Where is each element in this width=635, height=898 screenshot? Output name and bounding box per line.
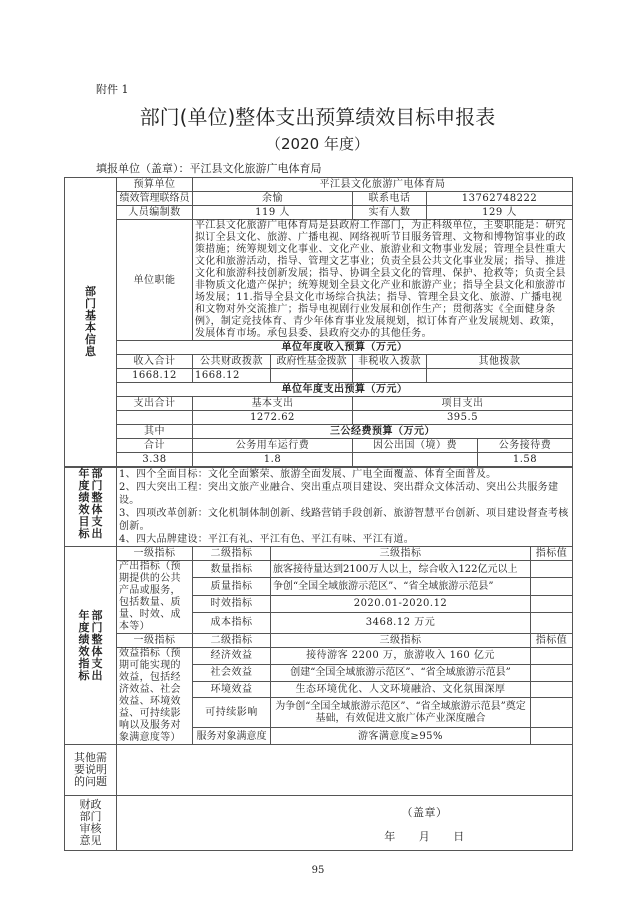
income-label: 非税收入拨款 xyxy=(353,355,427,369)
finance-review-content xyxy=(117,796,573,851)
header-level3: 三级指标 xyxy=(271,547,531,561)
expense-value xyxy=(117,411,193,425)
output-indicator-label: 产出指标（预期提供的公共产品或服务，包括数量、质量、时效、成本等） xyxy=(117,561,193,634)
income-value xyxy=(271,369,353,383)
finance-review-label: 财政部门审核意见 xyxy=(65,796,117,851)
goal-item: 2、四大突出工程：突出文旅产业融合、突出重点项目建设、突出群众文体活动、突出公共服务建设。 xyxy=(119,482,559,506)
three-public-value xyxy=(353,453,478,467)
effect-indicator-label: 效益指标（预期可能实现的效益，包括经济效益、社会效益、环境效益、可持续影响以及服务对象满意度等） xyxy=(117,648,193,745)
goal-item: 4、四大品牌建设：平江有礼、平江有色、平江有味、平江有道。 xyxy=(119,534,415,545)
level3-cell: 创建“全国全域旅游示范区”、“省全域旅游示范县” xyxy=(271,664,531,681)
goals-and-indicators xyxy=(64,467,573,851)
three-public-header: 三公经费预算（万元） xyxy=(193,425,573,439)
three-public-label: 因公出国（境）费 xyxy=(353,439,478,453)
other-issues-label: 其他需要说明的问题 xyxy=(65,745,117,796)
expense-label: 支出合计 xyxy=(117,397,193,411)
level3-cell: 2020.01-2020.12 xyxy=(271,595,531,612)
section-performance-indicators: 年度绩效指标部门整体支出 xyxy=(65,547,117,745)
goal-item: 3、四项改革创新：文化机制体制创新、线路营销手段创新、旅游智慧平台创新、项目建设督查考核创新。 xyxy=(119,508,569,532)
value-cell xyxy=(531,578,573,595)
value-cell xyxy=(531,561,573,578)
contact-label: 绩效管理联络员 xyxy=(117,192,193,206)
document-title: 部门(单位)整体支出预算绩效目标申报表 xyxy=(139,105,496,129)
level2-cell: 环境效益 xyxy=(193,681,271,698)
staff-actual-label: 实有人数 xyxy=(353,206,427,220)
goal-item: 1、四个全面目标：文化全面繁荣、旅游全面发展、广电全面覆盖、体育全面普及。 xyxy=(119,469,497,480)
value-cell xyxy=(531,728,573,745)
section-annual-goals: 年度绩效目标部门整体支出 xyxy=(65,468,117,547)
value-cell xyxy=(531,664,573,681)
fill-unit: 填报单位（盖章）：平江县文化旅游广电体育局 xyxy=(96,162,322,175)
function-label: 单位职能 xyxy=(117,220,193,341)
value-cell xyxy=(531,681,573,698)
level2-cell: 可持续影响 xyxy=(193,698,271,728)
three-public-label: 公务用车运行费 xyxy=(193,439,353,453)
expense-label: 基本支出 xyxy=(193,397,353,411)
income-value xyxy=(427,369,573,383)
header-level1: 一级指标 xyxy=(117,547,193,561)
income-value: 1668.12 xyxy=(117,369,193,383)
income-label: 其他拨款 xyxy=(427,355,573,369)
level3-cell: 争创“全国全域旅游示范区”、“省全域旅游示范县” xyxy=(271,578,531,595)
budget-unit-value: 平江县文化旅游广电体育局 xyxy=(193,178,573,192)
phone-value: 13762748222 xyxy=(427,192,573,206)
expense-label: 项目支出 xyxy=(353,397,573,411)
level3-cell: 旅客接待量达到2100万人以上，综合收入122亿元以上 xyxy=(271,561,531,578)
attachment-label: 附件 1 xyxy=(96,83,129,96)
income-label: 政府性基金拨款 xyxy=(271,355,353,369)
budget-unit-label: 预算单位 xyxy=(117,178,193,192)
expense-value: 395.5 xyxy=(353,411,573,425)
three-public-value: 1.58 xyxy=(478,453,573,467)
income-value xyxy=(353,369,427,383)
staff-quota-label: 人员编制数 xyxy=(117,206,193,220)
seal-label: （盖章） xyxy=(401,806,448,819)
income-label: 收入合计 xyxy=(117,355,193,369)
form-wrapper xyxy=(64,177,572,876)
level2-cell: 数量指标 xyxy=(193,561,271,578)
staff-quota-value: 119 人 xyxy=(193,206,353,220)
three-public-label: 合计 xyxy=(117,439,193,453)
value-cell xyxy=(531,595,573,612)
header-level3: 三级指标 xyxy=(271,634,531,648)
level3-cell: 为争创“全国全域旅游示范区”、“省全域旅游示范县”奠定基础，有效促进文旅广体产业深度融合 xyxy=(271,698,531,728)
level2-cell: 经济效益 xyxy=(193,648,271,665)
level3-cell: 接待游客 2200 万，旅游收入 160 亿元 xyxy=(271,648,531,665)
page-number: 95 xyxy=(311,865,325,876)
goals-list xyxy=(117,468,573,547)
value-cell xyxy=(531,698,573,728)
income-header: 单位年度收入预算（万元） xyxy=(117,341,573,355)
expense-header: 单位年度支出预算（万元） xyxy=(117,383,573,397)
three-public-value: 1.8 xyxy=(193,453,353,467)
level3-cell: 游客满意度≥95% xyxy=(271,728,531,745)
staff-actual-value: 129 人 xyxy=(427,206,573,220)
level2-cell: 质量指标 xyxy=(193,578,271,595)
date-label: 年 月 日 xyxy=(384,830,465,843)
three-public-value: 3.38 xyxy=(117,453,193,467)
section-basic-info: 部门基本信息 xyxy=(65,178,117,467)
income-value: 1668.12 xyxy=(193,369,271,383)
three-public-label: 公务接待费 xyxy=(478,439,573,453)
function-text: 平江县文化旅游广电体育局是县政府工作部门，为正科级单位，主要职能是：研究拟订全县文化、旅游、广播电视、网络视听节目服务管理、文物和博物馆事业的政策措施；统筹规划文化事业、文化产业、旅游业和文物事业发展；管理全县性重大文化和旅游活动，指导、管理文艺事业；负责全县公共文化事业发展；指导、推进文化和旅游科技创新发展；指导、协调全县文化的管理、保护、抢救等；负责全县非物质文化遗产保护；统筹规划全县文化产业和旅游产业；指导全县文化和旅游市场发展；11.指导全县文化市场综合执法；指导、管理全县文化、旅游、广播电视和文物对外交流推广；指导电视剧行业发展和创作生产；贯彻落实《全面健身条例》，制定竞技体育、青少年体育事业发展规划，拟订体育产业发展规划、政策，发展体育市场。承包县委、县政府交办的其他任务。 xyxy=(193,220,573,341)
header-value: 指标值 xyxy=(531,547,573,561)
level2-cell: 时效指标 xyxy=(193,595,271,612)
level3-cell: 3468.12 万元 xyxy=(271,612,531,633)
header-level2: 二级指标 xyxy=(193,547,271,561)
value-cell xyxy=(531,612,573,633)
of-which-label: 其中 xyxy=(117,425,193,439)
contact-value: 余愉 xyxy=(193,192,353,206)
level2-cell: 服务对象满意度 xyxy=(193,728,271,745)
income-label: 公共财政拨款 xyxy=(193,355,271,369)
header-level1: 一级指标 xyxy=(117,634,193,648)
expense-value: 1272.62 xyxy=(193,411,353,425)
other-issues-content xyxy=(117,745,573,796)
level2-cell: 社会效益 xyxy=(193,664,271,681)
value-cell xyxy=(531,648,573,665)
application-form xyxy=(64,177,573,467)
header-level2: 二级指标 xyxy=(193,634,271,648)
document-year: （2020 年度） xyxy=(266,135,369,153)
phone-label: 联系电话 xyxy=(353,192,427,206)
header-value: 指标值 xyxy=(531,634,573,648)
level2-cell: 成本指标 xyxy=(193,612,271,633)
level3-cell: 生态环境优化、人文环境融洽、文化氛围深厚 xyxy=(271,681,531,698)
